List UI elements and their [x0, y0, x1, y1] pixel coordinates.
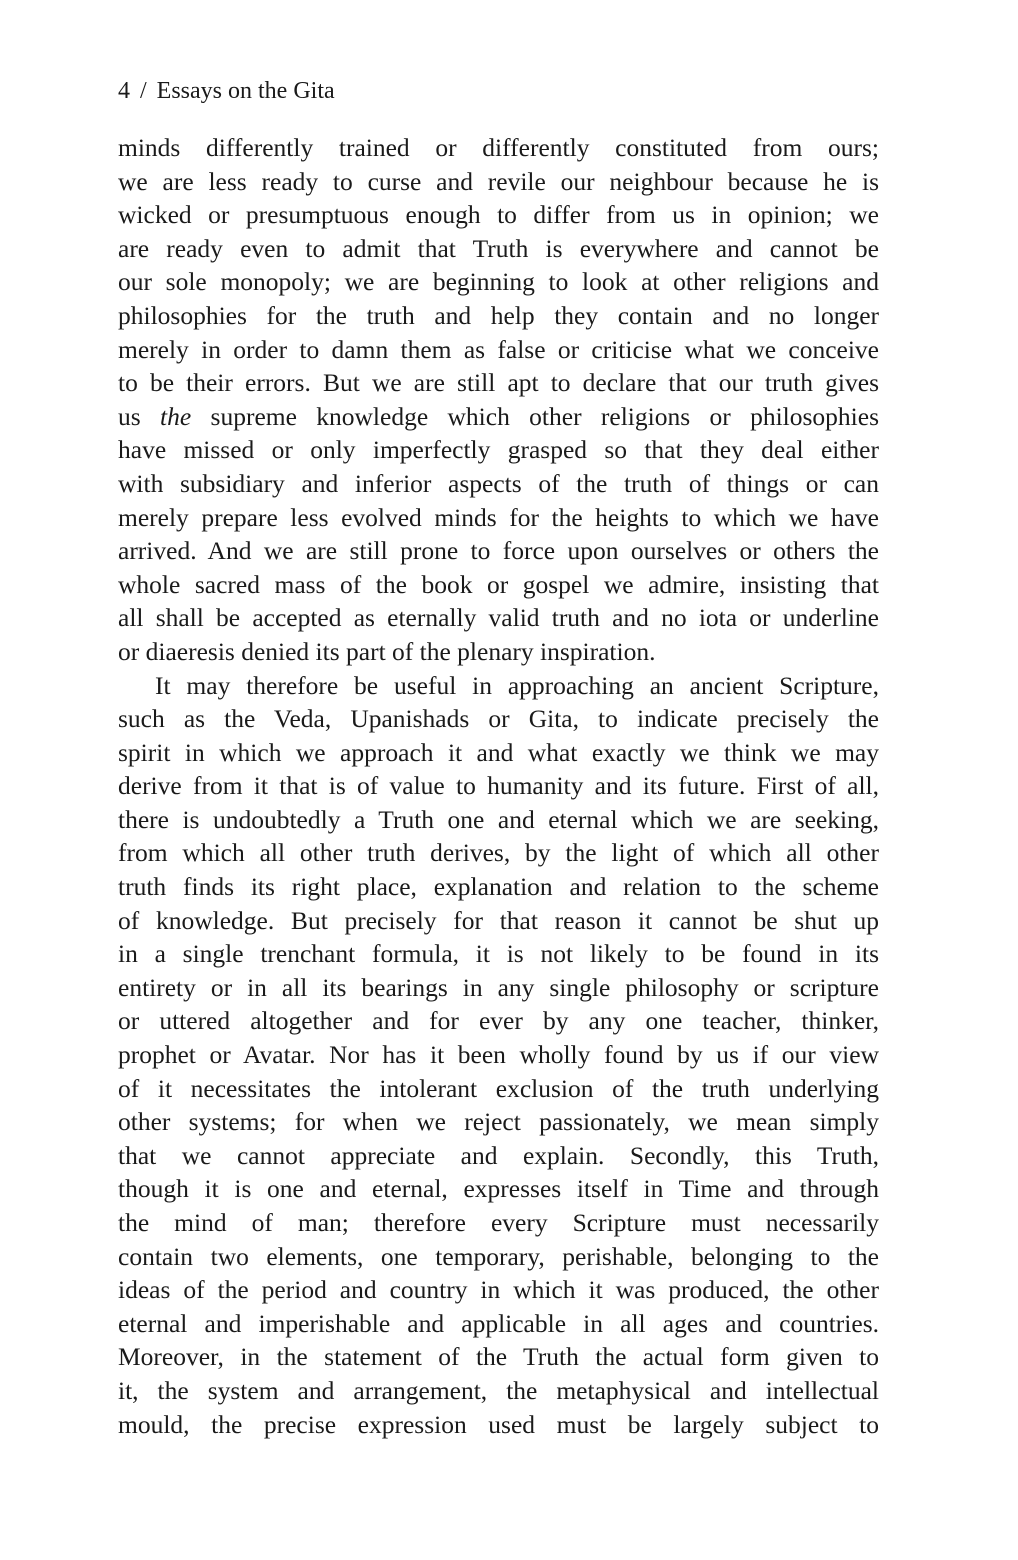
text-line: mould, the precise expression used must be largely subject to [118, 1409, 879, 1439]
text-line: other systems; for when we reject passionately, we mean simply [118, 1107, 879, 1137]
text-line: merely prepare less evolved minds for the heights to which we have [118, 502, 879, 532]
text-line: though it is one and eternal, expresses itself in Time and through [118, 1174, 879, 1204]
text-line: there is undoubtedly a Truth one and eternal which we are seeking, [118, 804, 879, 834]
text-line: derive from it that is of value to humanity and its future. First of all, [118, 771, 879, 801]
text-line: philosophies for the truth and help they contain and no longer [118, 300, 879, 330]
text-line: with subsidiary and inferior aspects of the truth of things or can [118, 468, 879, 498]
text-line: the mind of man; therefore every Scripture must necessarily [118, 1208, 879, 1237]
text-line: whole sacred mass of the book or gospel we admire, insisting that [118, 569, 879, 599]
text-line: it, the system and arrangement, the metaphysical and intellectual [118, 1375, 879, 1405]
text-line: eternal and imperishable and applicable in all ages and countries. [118, 1308, 879, 1338]
text-line: from which all other truth derives, by the light of which all other [118, 838, 879, 868]
italic-emphasis: the [160, 401, 192, 431]
page-number: 4 [118, 78, 130, 104]
text-line: arrived. And we are still prone to force upon ourselves or others the [118, 536, 879, 566]
running-head-separator: / [140, 78, 147, 104]
text-line: prophet or Avatar. Nor has it been wholly found by us if our view [118, 1040, 879, 1070]
running-head [118, 76, 335, 106]
text-line: entirety or in all its bearings in any single philosophy or scripture [118, 972, 879, 1002]
text-line: of knowledge. But precisely for that reason it cannot be shut up [118, 905, 879, 935]
text-line: or uttered altogether and for ever by any one teacher, thinker, [118, 1006, 879, 1036]
text-line: spirit in which we approach it and what exactly we think we may [118, 737, 879, 767]
text-line: our sole monopoly; we are beginning to look at other religions and [118, 267, 879, 297]
text-line: we are less ready to curse and revile our neighbour because he is [118, 166, 879, 196]
text-line: or diaeresis denied its part of the plenary inspiration. [118, 636, 656, 666]
text-line: truth finds its right place, explanation and relation to the scheme [118, 872, 879, 902]
text-line: of it necessitates the intolerant exclusion of the truth underlying [118, 1073, 879, 1103]
text-line: are ready even to admit that Truth is everywhere and cannot be [118, 233, 879, 263]
paragraph [118, 131, 879, 669]
text-line: merely in order to damn them as false or criticise what we conceive [118, 334, 879, 364]
text-line: us the supreme knowledge which other religions or philosophies [118, 401, 879, 431]
text-line: wicked or presumptuous enough to differ from us in opinion; we [118, 200, 879, 230]
text-line: ideas of the period and country in which it was produced, the other [118, 1275, 879, 1305]
text-line: have missed or only imperfectly grasped so that they deal either [118, 435, 879, 465]
paragraph [118, 669, 879, 1442]
text-line: in a single trenchant formula, it is not likely to be found in its [118, 939, 879, 969]
text-line: contain two elements, one temporary, perishable, belonging to the [118, 1241, 879, 1271]
body-text [118, 131, 879, 1441]
text-line: such as the Veda, Upanishads or Gita, to indicate precisely the [118, 704, 879, 734]
text-line: minds differently trained or differently constituted from ours; [118, 133, 879, 162]
text-line: to be their errors. But we are still apt to declare that our truth gives [118, 368, 879, 398]
book-title: Essays on the Gita [156, 78, 335, 104]
text-line: Moreover, in the statement of the Truth the actual form given to [118, 1342, 879, 1372]
text-line: that we cannot appreciate and explain. Secondly, this Truth, [118, 1140, 879, 1170]
text-line: It may therefore be useful in approaching an ancient Scripture, [155, 670, 879, 700]
text-line: all shall be accepted as eternally valid truth and no iota or underline [118, 603, 879, 633]
